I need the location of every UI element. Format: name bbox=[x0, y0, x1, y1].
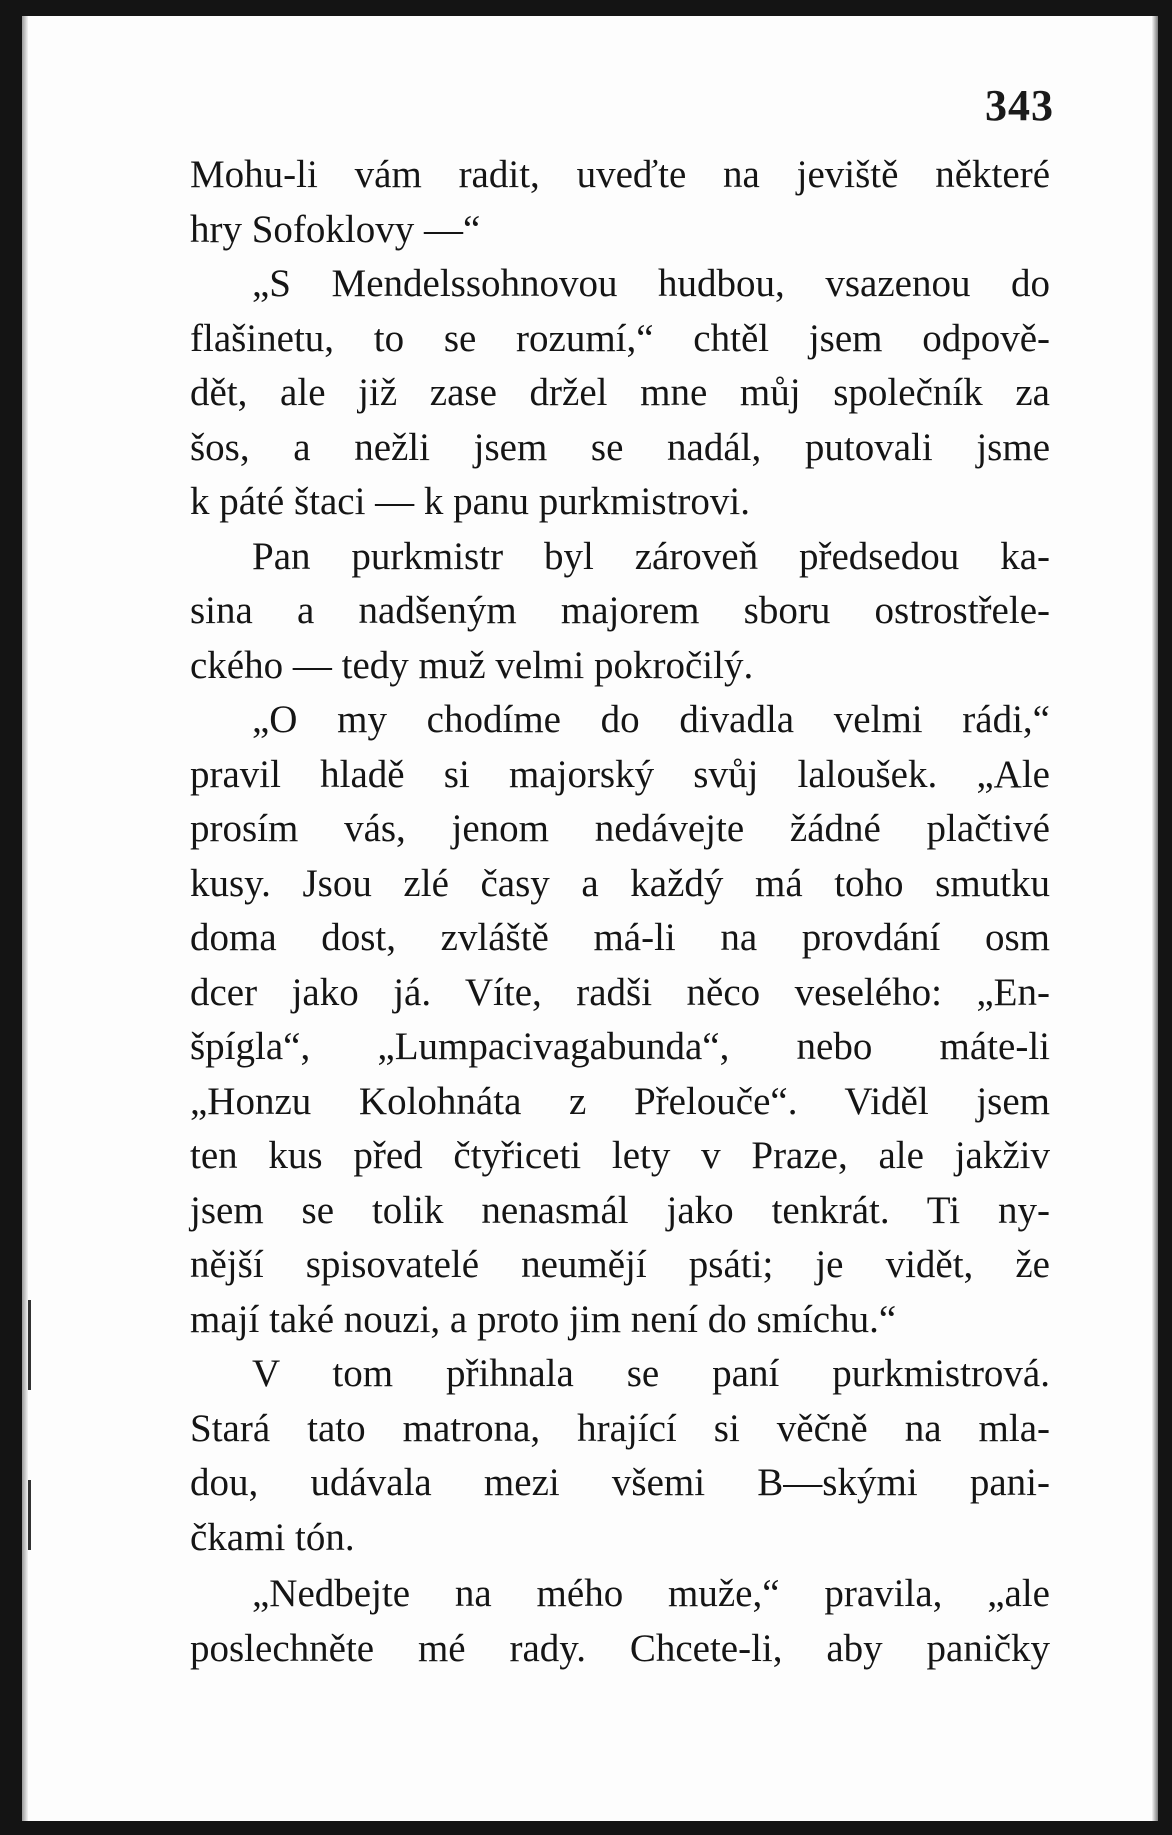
text-line: V tom přihnala se paní purkmistrová. bbox=[252, 1352, 1050, 1395]
text-line: čkami tón. bbox=[190, 1515, 355, 1559]
margin-mark bbox=[28, 1300, 31, 1390]
text-line: „O my chodíme do divadla velmi rádi,“ bbox=[252, 698, 1050, 741]
text-line: pravil hladě si majorský svůj laloušek. „Ale bbox=[190, 752, 1050, 796]
text-line: Mohu-li vám radit, uveďte na jeviště některé bbox=[190, 153, 1050, 196]
text-line: ckého — tedy muž velmi pokročilý. bbox=[190, 643, 754, 687]
text-line: hry Sofoklovy —“ bbox=[190, 207, 481, 251]
text-line: nější spisovatelé neumějí psáti; je vidět, že bbox=[190, 1243, 1050, 1286]
text-line: dou, udávala mezi všemi B—skými pani- bbox=[190, 1461, 1050, 1504]
text-line: „S Mendelssohnovou hudbou, vsazenou do bbox=[252, 262, 1050, 305]
text-line: flašinetu, to se rozumí,“ chtěl jsem odpově- bbox=[190, 316, 1050, 360]
text-line: k páté štaci — k panu purkmistrovi. bbox=[190, 480, 750, 523]
text-line: dcer jako já. Víte, radši něco veselého: „En- bbox=[190, 970, 1050, 1014]
text-line: jsem se tolik nenasmál jako tenkrát. Ti ny- bbox=[190, 1188, 1050, 1232]
page-right-edge bbox=[1152, 16, 1158, 1821]
text-line: Pan purkmistr byl zároveň předsedou ka- bbox=[252, 534, 1050, 578]
text-line: doma dost, zvláště má-li na provdání osm bbox=[190, 916, 1050, 959]
text-line: poslechněte mé rady. Chcete-li, aby paničky bbox=[190, 1626, 1050, 1670]
page-number: 343 bbox=[985, 81, 1054, 130]
text-line: kusy. Jsou zlé časy a každý má toho smutku bbox=[190, 861, 1050, 905]
text-line: „Nedbejte na mého muže,“ pravila, „ale bbox=[252, 1572, 1050, 1615]
text-line: prosím vás, jenom nedávejte žádné plačtivé bbox=[190, 807, 1050, 850]
margin-mark bbox=[28, 1480, 31, 1550]
text-line: Stará tato matrona, hrající si věčně na mla- bbox=[190, 1406, 1050, 1450]
text-line: mají také nouzi, a proto jim není do smíchu.“ bbox=[190, 1297, 897, 1341]
page-left-edge bbox=[22, 16, 28, 1821]
text-line: sina a nadšeným majorem sboru ostrostřele- bbox=[190, 589, 1050, 632]
text-line: „Honzu Kolohnáta z Přelouče“. Viděl jsem bbox=[190, 1079, 1050, 1123]
body-text bbox=[190, 148, 1050, 1676]
text-line: ten kus před čtyřiceti lety v Praze, ale jakživ bbox=[190, 1134, 1050, 1177]
text-line: šos, a nežli jsem se nadál, putovali jsme bbox=[190, 425, 1050, 469]
text-line: dět, ale již zase držel mne můj společník za bbox=[190, 371, 1050, 414]
text-line: špígla“, „Lumpacivagabunda“, nebo máte-li bbox=[190, 1025, 1050, 1068]
